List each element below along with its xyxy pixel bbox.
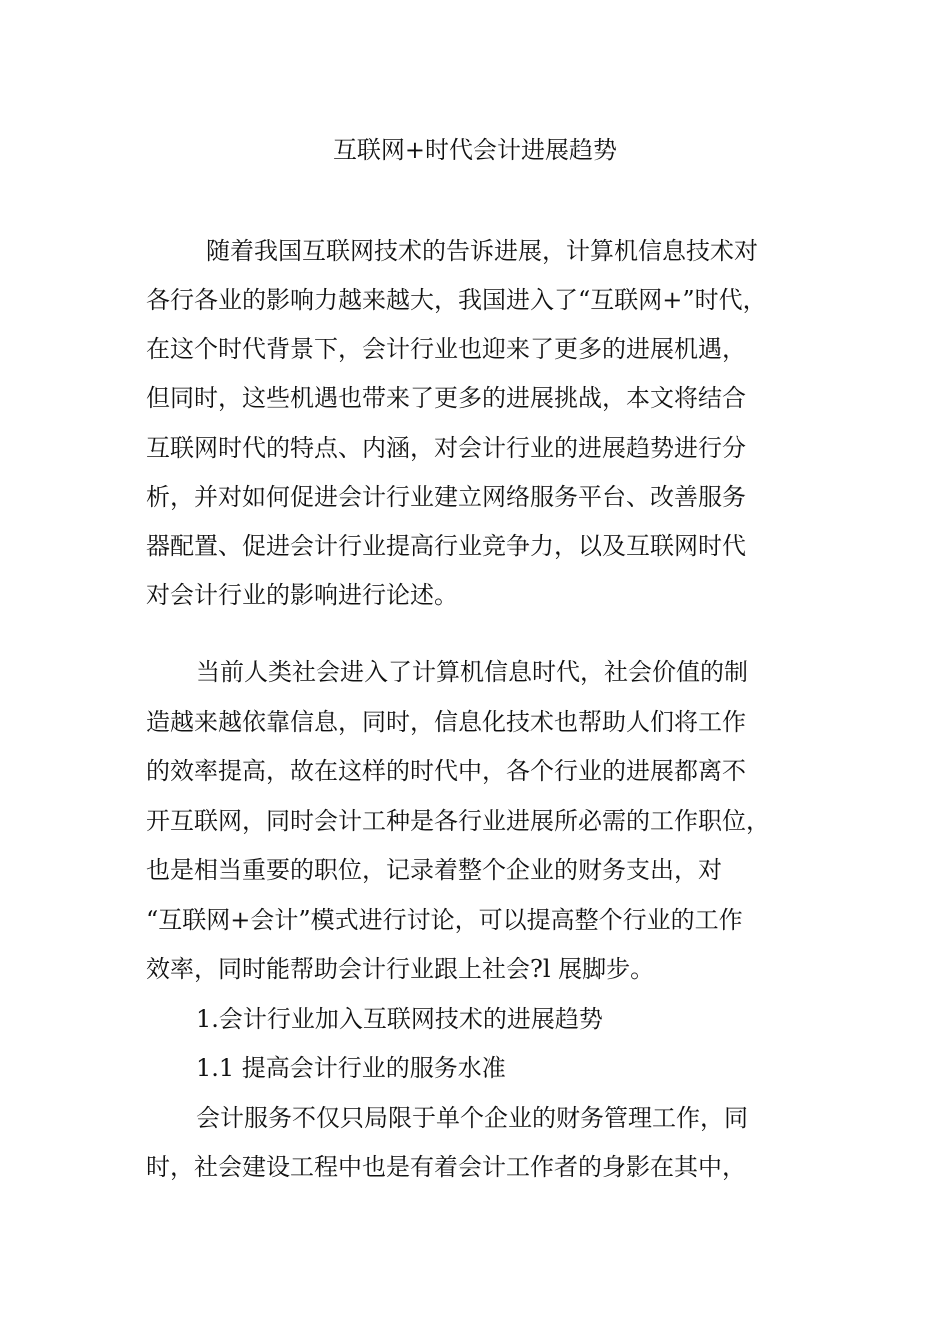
paragraph-line: 在这个时代背景下，会计行业也迎来了更多的进展机遇，: [146, 335, 746, 363]
paragraph-line: 当前人类社会进入了计算机信息时代，社会价值的制: [196, 658, 748, 686]
paragraph-line: 随着我国互联网技术的告诉进展，计算机信息技术对: [206, 237, 758, 265]
paragraph-line: 也是相当重要的职位，记录着整个企业的财务支出，对: [146, 856, 722, 884]
subsection-heading: 1.1 提高会计行业的服务水准: [196, 1054, 506, 1082]
paragraph-line: 各行各业的影响力越来越大，我国进入了“互联网+”时代，: [146, 286, 767, 314]
paragraph-line: 开互联网，同时会计工种是各行业进展所必需的工作职位，: [146, 807, 770, 835]
paragraph-line: 效率，同时能帮助会计行业跟上社会?l 展脚步。: [146, 955, 655, 983]
paragraph-line: 会计服务不仅只局限于单个企业的财务管理工作，同: [196, 1104, 748, 1132]
paragraph-line: 造越来越依靠信息，同时，信息化技术也帮助人们将工作: [146, 708, 746, 736]
paragraph-line: 互联网时代的特点、内涵，对会计行业的进展趋势进行分: [146, 434, 746, 462]
paragraph-line: 时，社会建设工程中也是有着会计工作者的身影在其中，: [146, 1153, 746, 1181]
paragraph-line: 器配置、促进会计行业提高行业竞争力，以及互联网时代: [146, 532, 746, 560]
paragraph-line: 对会计行业的影响进行论述。: [146, 581, 458, 609]
paragraph-line: “互联网+会计”模式进行讨论，可以提高整个行业的工作: [146, 906, 743, 934]
paragraph-line: 析，并对如何促进会计行业建立网络服务平台、改善服务: [146, 483, 746, 511]
document-title: 互联网+时代会计进展趋势: [332, 136, 618, 164]
paragraph-line: 但同时，这些机遇也带来了更多的进展挑战，本文将结合: [146, 384, 746, 412]
section-heading: 1.会计行业加入互联网技术的进展趋势: [196, 1005, 603, 1033]
paragraph-line: 的效率提高，故在这样的时代中，各个行业的进展都离不: [146, 757, 746, 785]
